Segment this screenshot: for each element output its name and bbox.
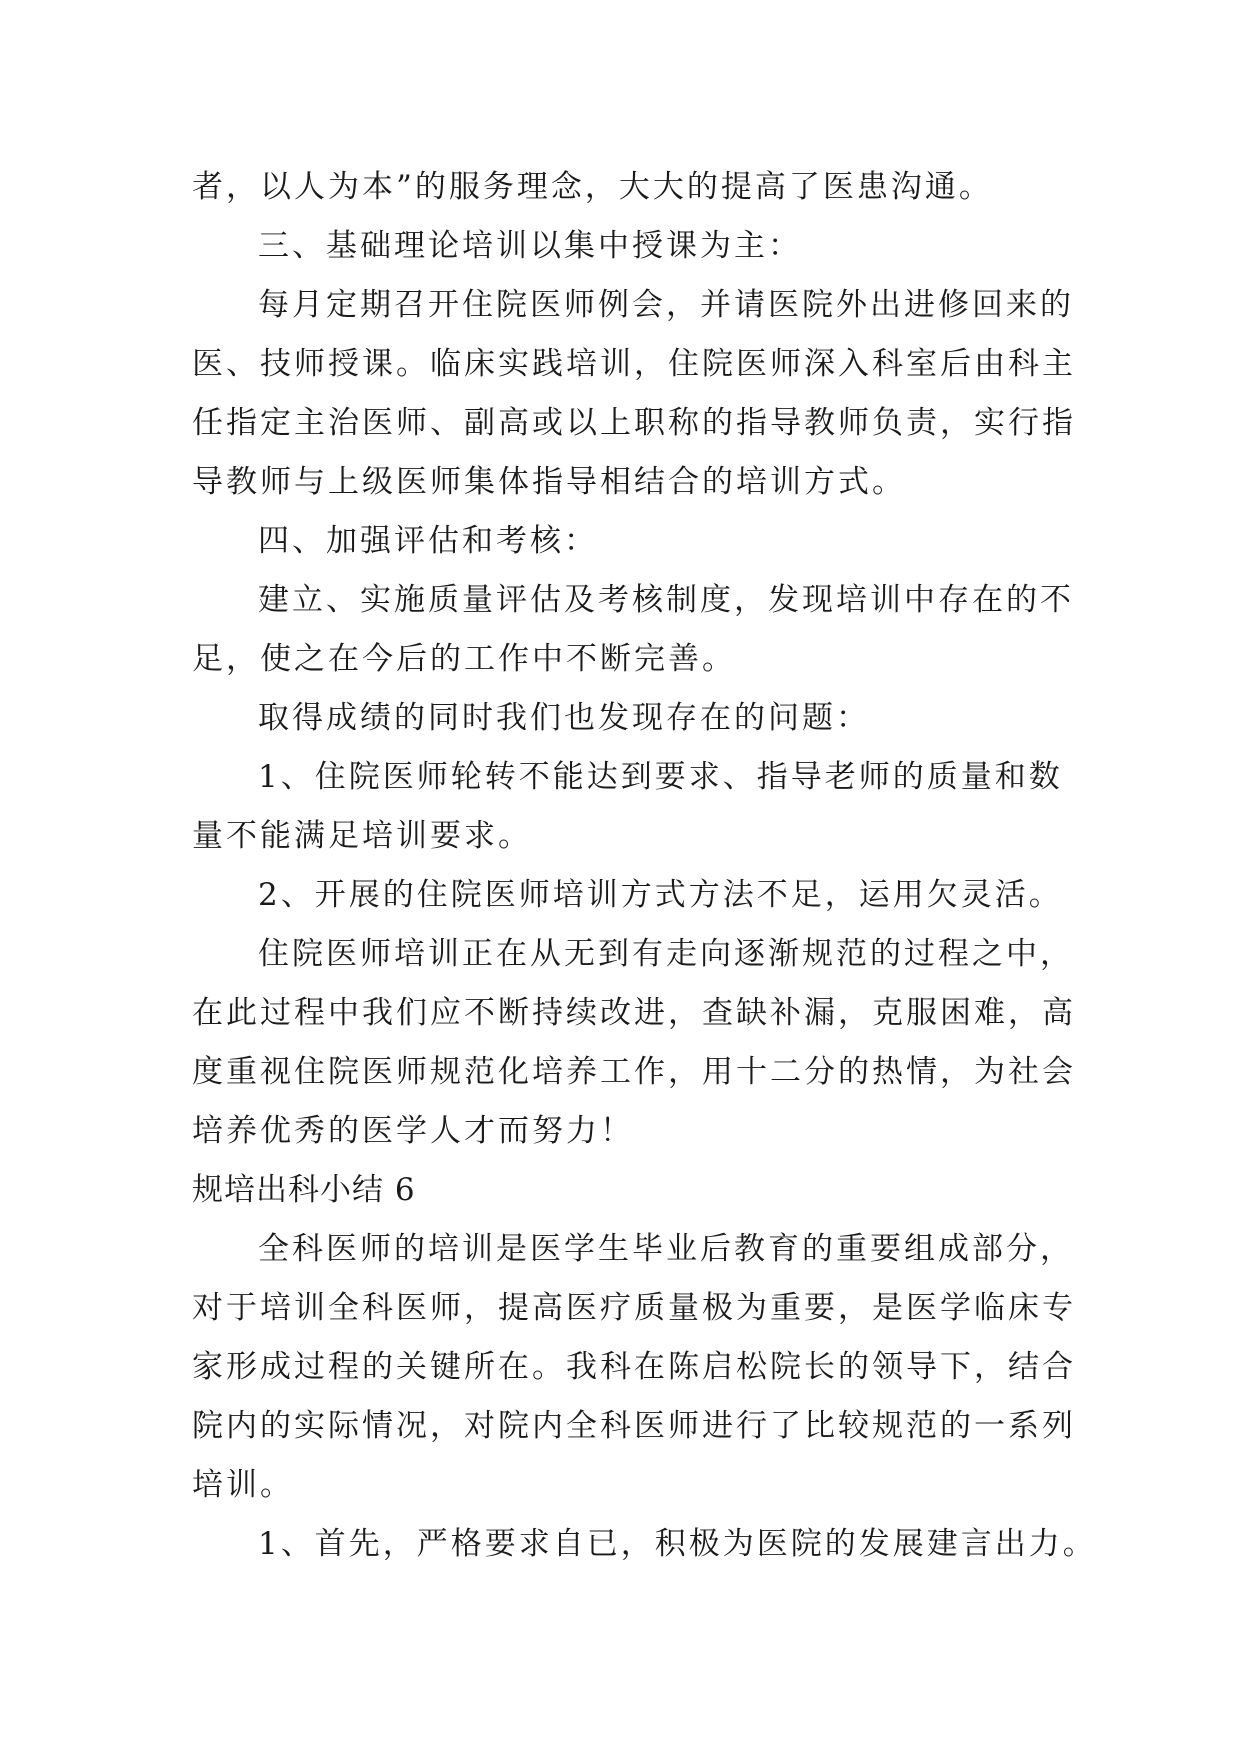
text-line: 培养优秀的医学人才而努力！ xyxy=(192,1113,634,1149)
document-body xyxy=(192,158,1097,1574)
text-line: 2、开展的住院医师培训方式方法不足，运用欠灵活。 xyxy=(258,877,1063,913)
text-line: 在此过程中我们应不断持续改进，查缺补漏，克服困难，高 xyxy=(192,995,1076,1031)
text-line: 家形成过程的关键所在。我科在陈启松院长的领导下，结合 xyxy=(192,1349,1076,1385)
text-line: 导教师与上级医师集体指导相结合的培训方式。 xyxy=(192,464,906,500)
text-line: 量不能满足培训要求。 xyxy=(192,818,532,854)
text-line: 全科医师的培训是医学生毕业后教育的重要组成部分， xyxy=(258,1231,1074,1267)
text-line: 1、住院医师轮转不能达到要求、指导老师的质量和数 xyxy=(258,759,1063,795)
text-line: 1、首先，严格要求自已，积极为医院的发展建言出力。 xyxy=(258,1526,1097,1562)
text-line: 者，以人为本”的服务理念，大大的提高了医患沟通。 xyxy=(192,169,993,205)
text-line: 对于培训全科医师，提高医疗质量极为重要，是医学临床专 xyxy=(192,1290,1076,1326)
text-line: 培训。 xyxy=(192,1467,294,1503)
text-line: 取得成绩的同时我们也发现存在的问题： xyxy=(258,700,870,736)
section-heading: 规培出科小结 6 xyxy=(192,1172,416,1208)
text-line: 任指定主治医师、副高或以上职称的指导教师负责，实行指 xyxy=(192,405,1076,441)
text-line: 每月定期召开住院医师例会，并请医院外出进修回来的 xyxy=(258,287,1074,323)
text-line: 建立、实施质量评估及考核制度，发现培训中存在的不 xyxy=(258,582,1074,618)
text-line: 四、加强评估和考核： xyxy=(258,523,598,559)
text-line: 度重视住院医师规范化培养工作，用十二分的热情，为社会 xyxy=(192,1054,1076,1090)
text-line: 足，使之在今后的工作中不断完善。 xyxy=(192,641,736,677)
text-line: 医、技师授课。临床实践培训，住院医师深入科室后由科主 xyxy=(192,346,1076,382)
text-line: 住院医师培训正在从无到有走向逐渐规范的过程之中， xyxy=(258,936,1074,972)
text-line: 三、基础理论培训以集中授课为主： xyxy=(258,228,802,264)
text-line: 院内的实际情况，对院内全科医师进行了比较规范的一系列 xyxy=(192,1408,1076,1444)
